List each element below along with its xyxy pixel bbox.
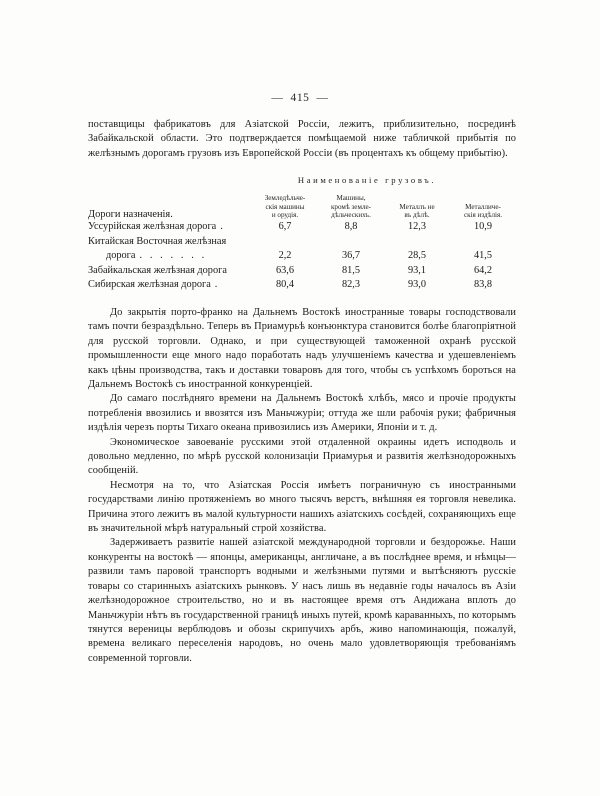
row-label-siberian-railway: [88, 278, 252, 293]
body-paragraph-5: Задерживаетъ развитіе нашей азіатской международной торговли и бездорожье. Наши конкуренты на востокѣ — японцы, американцы, англичане, а въ послѣднее время, и нѣмцы—развили тамъ паровой транспортъ водными и желѣзными путями и вытѣсняютъ русскіе товары со старинныхъ азіатскихъ рынковъ. У насъ лишь въ недавніе годы началось въ Азіи желѣзнодорожное строительство, но и въ настоящее время отъ Андижана вплоть до Маньчжуріи нѣтъ въ государственной границѣ иныхъ путей, кромѣ караванныхъ, по которымъ тянутся вереницы верблюдовъ и обозы скрипучихъ арбъ, живо напоминающія, пожалуй, времена великаго переселенія народовъ, но очень мало удовлетворяющія требованіямъ современной торговли.: [88, 537, 516, 664]
table-row: [88, 235, 516, 250]
row-label-text: Забайкальская желѣзная дорога: [88, 264, 227, 276]
column-header-line: и орудія.: [271, 211, 299, 220]
cell-value: 81,5: [341, 264, 361, 276]
cell-value: 10,9: [473, 221, 493, 232]
row-leader: .: [220, 221, 226, 232]
row-leader: . . . . . . .: [139, 250, 207, 262]
body-paragraph-2: До самаго послѣдняго времени на Дальнемъ Востокѣ хлѣбъ, мясо и прочіе продукты потребленія ввозились и ввозятся изъ Маньчжуріи; оттуда же шли рабочія руки; фабричныя издѣлія черезъ порты Тихаго океана привозились изъ Америки, Японіи и т. д.: [88, 393, 516, 434]
cell-value: 36,7: [341, 250, 361, 262]
column-header-line: дѣльческихъ.: [331, 211, 371, 220]
cell-value: 8,8: [344, 221, 358, 232]
freight-table-header-row: [88, 194, 516, 220]
column-header-line: Машины,: [336, 194, 366, 203]
cell-value: 28,5: [407, 250, 427, 262]
cell-value: 6,7: [278, 221, 292, 232]
page-number-dash-right: —: [316, 92, 329, 104]
intro-paragraph: поставщицы фабрикатовъ для Азіатской Россіи, лежитъ, приблизительно, посрединѣ Забайкальской области. Это подтверждается помѣщаемой ниже табличкой прибытія по желѣзнымъ дорогамъ грузовъ изъ Европейской Россіи (въ процентахъ къ общему прибытію).: [88, 119, 516, 159]
row-label-chinese-eastern-railway: [88, 235, 252, 250]
row-leader: [227, 265, 231, 276]
row-label-transbaikal-railway: [88, 264, 252, 279]
column-header-line: Металличе-: [465, 202, 501, 211]
table-corner-header: Дороги назначенія.: [88, 209, 173, 220]
body-paragraph-3: Экономическое завоеваніе русскими этой отдаленной окраины идетъ исподволь и довольно медленно, по мѣрѣ русской колонизаціи Приамурья и развитія желѣзнодорожныхъ сообщеній.: [88, 436, 516, 477]
page-content: [88, 118, 516, 666]
row-label-text: дорога: [106, 250, 136, 262]
table-row: [88, 220, 516, 235]
freight-table: [88, 194, 516, 293]
row-label-text: Уссурійская желѣзная дорога: [88, 221, 217, 232]
cell-value: 80,4: [275, 279, 295, 291]
column-header-line: скія машины: [265, 202, 305, 211]
table-row: [88, 264, 516, 279]
cell-value: 82,3: [341, 279, 361, 291]
column-header-line: Земледѣльче-: [264, 194, 306, 203]
column-header-metal-goods: [450, 194, 516, 220]
table-row: [88, 278, 516, 293]
cell-value: 93,1: [407, 264, 427, 276]
freight-table-head: [88, 194, 516, 220]
body-paragraph-4: Несмотря на то, что Азіатская Россія имѣетъ пограничную съ иностранными государствами линію протяженіемъ во много тысячъ верстъ, внѣшняя ея торговля невелика. Причина этого лежитъ въ малой культурности нашихъ азіатскихъ сосѣдей, сохраняющихъ еще въ значительной мѣрѣ натуральный строй хозяйства.: [88, 479, 516, 535]
page-number-dash-left: —: [271, 92, 284, 104]
row-label-text: Сибирская желѣзная дорога: [88, 279, 211, 291]
row-label-text: Китайская Восточная желѣзная: [88, 235, 227, 247]
cell-value: [384, 235, 450, 250]
column-header-raw-metal: [384, 194, 450, 220]
column-header-line: кромѣ земле-: [330, 202, 371, 211]
cell-value: 93,0: [407, 279, 427, 291]
column-header-agricultural-machines: [252, 194, 318, 220]
page-number: [0, 92, 600, 104]
body-paragraph-1: До закрытія порто-франко на Дальнемъ Востокѣ иностранные товары господствовали тамъ почти безраздѣльно. Теперь въ Приамурьѣ конъюнктура становится болѣе благопріятной для русской торговли. Однако, и при существующей таможенной охранѣ русской промышленности еще много надо поработать надъ улучшеніемъ качества и удешевленіемъ какъ цѣны производства, такъ и доставки товаровъ для того, чтобы съ успѣхомъ бороться на Дальнемъ Востокѣ съ иностранной конкуренціей.: [88, 306, 516, 390]
row-label-ussuri-railway: [88, 220, 252, 235]
column-header-line: скія издѣлія.: [463, 211, 503, 220]
freight-table-body: [88, 220, 516, 293]
cell-value: 64,2: [473, 264, 493, 276]
cell-value: 63,6: [275, 264, 295, 276]
cell-value: 12,3: [407, 221, 427, 232]
row-leader: .: [214, 279, 220, 291]
page-number-value: 415: [290, 92, 310, 104]
row-label-chinese-eastern-railway-cont: [88, 249, 252, 264]
table-goods-title: Наименованіе грузовъ.: [297, 175, 437, 186]
cell-value: 41,5: [473, 250, 493, 262]
cell-value: [450, 235, 516, 250]
column-header-other-machines: [318, 194, 384, 220]
column-header-line: Металлъ не: [399, 202, 435, 211]
column-header-line: въ дѣлѣ.: [404, 211, 430, 220]
cell-value: [252, 235, 318, 250]
freight-table-block: [88, 175, 516, 293]
table-row: [88, 249, 516, 264]
cell-value: [318, 235, 384, 250]
cell-value: 2,2: [278, 250, 292, 262]
cell-value: 83,8: [473, 279, 493, 291]
